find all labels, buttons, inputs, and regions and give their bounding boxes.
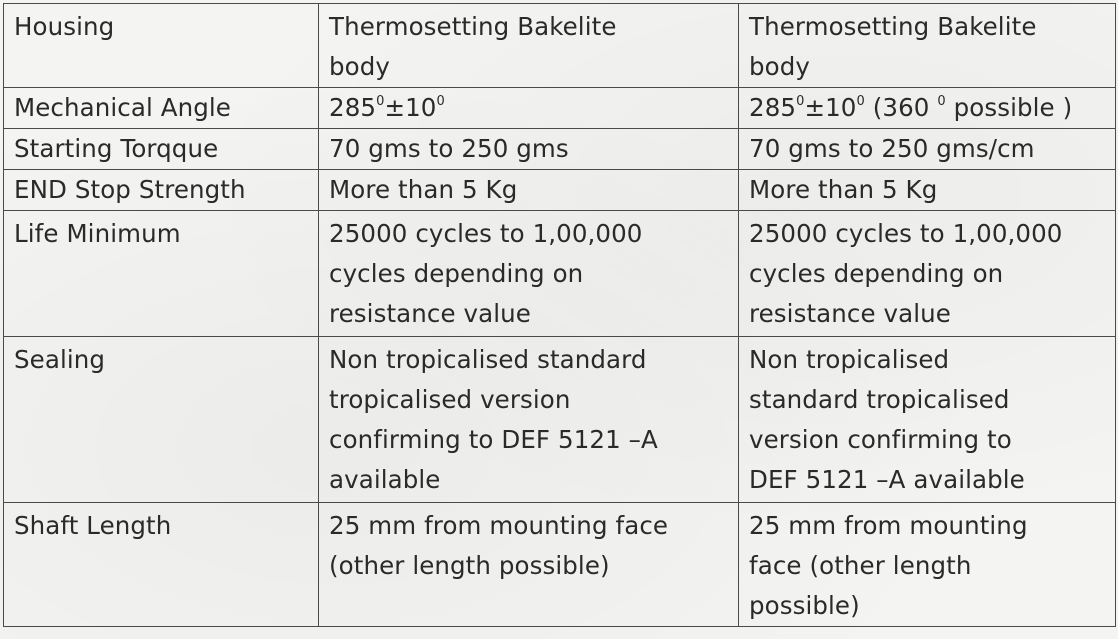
table-row-mechanical-angle [4,88,1116,129]
angle-value: 285 [749,93,797,122]
spec-value: 70 gms to 250 gms [329,134,569,163]
spec-cell [739,503,1116,627]
spec-value: Thermosetting Bakelite body [749,12,1037,81]
row-label [4,88,319,129]
table-row-life-minimum [4,211,1116,337]
spec-value: Thermosetting Bakelite body [329,12,617,81]
spec-value: Non tropicalised standard tropicalised version confirming to DEF 5121 –A available [329,345,658,494]
row-label-text: Sealing [14,345,106,374]
specification-table [3,3,1116,627]
degree-superscript: 0 [937,94,946,109]
spec-cell [739,170,1116,211]
row-label [4,337,319,503]
spec-cell [319,88,739,129]
spec-value: 25000 cycles to 1,00,000 cycles depending on resistance value [749,219,1063,328]
spec-cell [739,211,1116,337]
row-label-text: Housing [14,12,115,41]
angle-value: 285 [329,93,377,122]
row-label [4,170,319,211]
table-row-housing [4,4,1116,88]
table-row-shaft-length [4,503,1116,627]
spec-value: 25000 cycles to 1,00,000 cycles depending on resistance value [329,219,643,328]
spec-value: 25 mm from mounting face (other length possible) [749,511,1028,620]
table-row-starting-torque [4,129,1116,170]
spec-cell [739,4,1116,88]
degree-superscript: 0 [436,94,445,109]
alt-angle-note: possible ) [945,93,1073,122]
spec-cell [739,337,1116,503]
tolerance-value: ±10 [384,93,437,122]
table-row-sealing [4,337,1116,503]
row-label-text: Starting Torqque [14,134,219,163]
spec-cell [739,129,1116,170]
row-label-text: Shaft Length [14,511,172,540]
row-label [4,211,319,337]
row-label [4,503,319,627]
row-label-text: END Stop Strength [14,175,246,204]
spec-value: 70 gms to 250 gms/cm [749,134,1035,163]
spec-cell [319,170,739,211]
spec-cell [319,129,739,170]
row-label [4,129,319,170]
table-row-end-stop-strength [4,170,1116,211]
spec-value: More than 5 Kg [329,175,518,204]
degree-superscript: 0 [796,94,805,109]
degree-superscript: 0 [856,94,865,109]
spec-cell [739,88,1116,129]
row-label [4,4,319,88]
spec-value: More than 5 Kg [749,175,938,204]
spec-cell [319,337,739,503]
row-label-text: Mechanical Angle [14,93,231,122]
spec-value: 25 mm from mounting face (other length possible) [329,511,669,580]
alt-angle-text: (360 [864,93,938,122]
tolerance-value: ±10 [804,93,857,122]
spec-cell [319,4,739,88]
degree-superscript: 0 [376,94,385,109]
spec-value: Non tropicalised standard tropicalised version confirming to DEF 5121 –A available [749,345,1025,494]
spec-cell [319,211,739,337]
row-label-text: Life Minimum [14,219,181,248]
spec-cell [319,503,739,627]
